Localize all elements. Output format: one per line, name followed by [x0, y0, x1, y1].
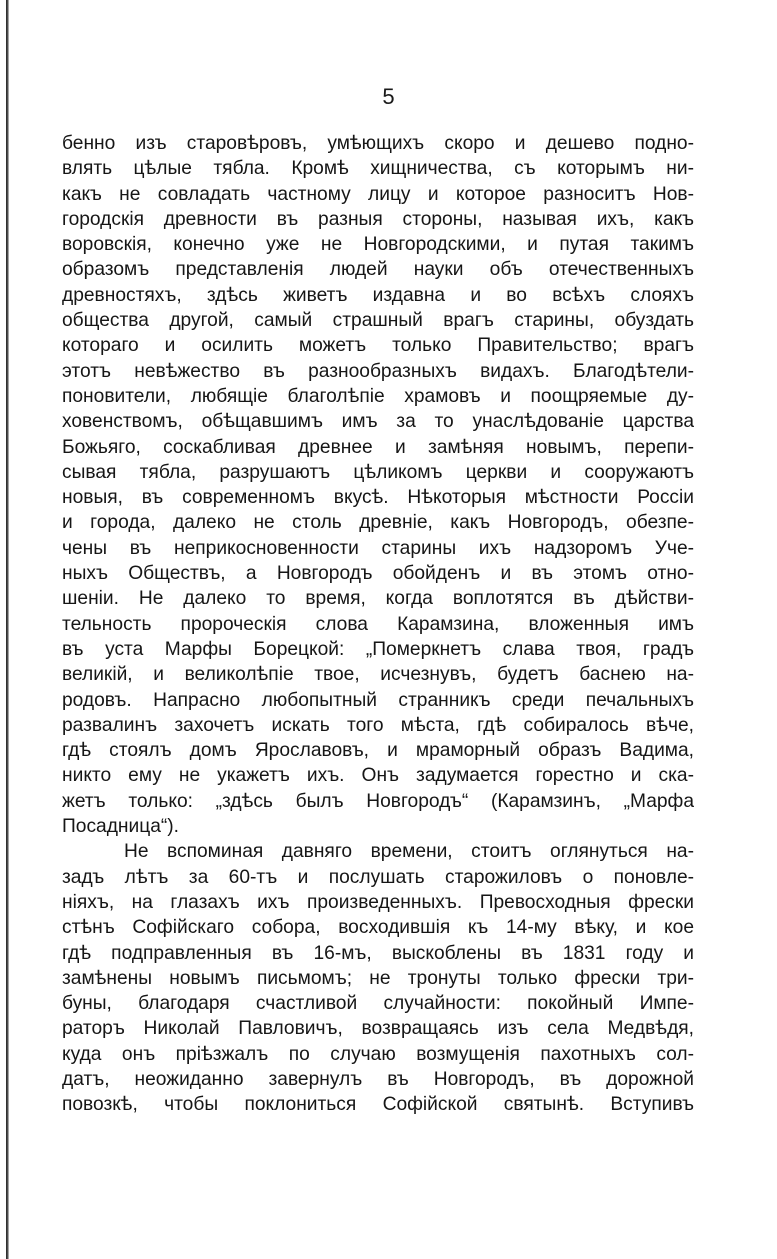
text-line: воровскія, конечно уже не Новгородскими, и путая такимъ — [62, 234, 694, 256]
text-line: гдѣ стоялъ домъ Ярославовъ, и мраморный образъ Вадима, — [62, 740, 694, 762]
text-line: тельность пророческія слова Карамзина, вложенныя имъ — [62, 613, 694, 635]
text-line: котораго и осилить можетъ только Правительство; врагъ — [62, 335, 694, 357]
body-text — [62, 131, 694, 1118]
text-line: новыя, въ современномъ вкусѣ. Нѣкоторыя мѣстности Россіи — [62, 487, 694, 509]
text-line: бенно изъ старовѣровъ, умѣющихъ скоро и дешево подно- — [62, 133, 694, 154]
text-line: великій, и великолѣпіе твое, исчезнувъ, будетъ баснею на- — [62, 664, 694, 686]
text-line: датъ, неожиданно завернулъ въ Новгородъ, въ дорожной — [62, 1068, 694, 1090]
text-line: буны, благодаря счастливой случайности: покойный Импе- — [62, 993, 694, 1015]
text-line: этотъ невѣжество въ разнообразныхъ видахъ. Благодѣтели- — [62, 360, 694, 382]
text-line: Посадница“). — [62, 816, 180, 838]
text-line: общества другой, самый страшный врагъ старины, обуздать — [62, 310, 694, 332]
page-binding-edge — [6, 0, 9, 1259]
text-line: гдѣ подправленныя въ 16-мъ, выскоблены въ 1831 году и — [62, 942, 694, 964]
text-line: куда онъ пріѣзжалъ по случаю возмущенія пахотныхъ сол- — [62, 1043, 694, 1065]
text-line: образомъ представленія людей науки объ отечественныхъ — [62, 259, 694, 281]
text-line: въ уста Марфы Борецкой: „Померкнетъ слава твоя, градъ — [62, 638, 694, 660]
text-line: замѣнены новымъ письмомъ; не тронуты только фрески три- — [62, 967, 694, 989]
text-line: стѣнъ Софійскаго собора, восходившія къ 14-му вѣку, и кое — [62, 917, 694, 939]
text-line: Божьяго, соскабливая древнее и замѣняя новымъ, перепи- — [62, 436, 694, 458]
text-line: ховенствомъ, обѣщавшимъ имъ за то унаслѣдованіе царства — [62, 411, 694, 433]
text-line: древностяхъ, здѣсь живетъ издавна и во всѣхъ слояхъ — [62, 284, 694, 306]
text-line: городскія древности въ разныя стороны, называя ихъ, какъ — [62, 208, 694, 230]
text-line: Не вспоминая давняго времени, стоитъ оглянуться на- — [124, 841, 694, 863]
text-line: никто ему не укажетъ ихъ. Онъ задумается горестно и ска- — [62, 765, 694, 787]
text-line: сывая тябла, разрушаютъ цѣликомъ церкви и сооружаютъ — [62, 461, 694, 483]
text-line: ныхъ Обществъ, а Новгородъ обойденъ и въ этомъ отно- — [62, 563, 694, 585]
text-line: задъ лѣтъ за 60-тъ и послушать старожиловъ о поновле- — [62, 866, 694, 888]
paragraph — [62, 131, 694, 839]
page-number: 5 — [382, 84, 395, 109]
text-line: ніяхъ, на глазахъ ихъ произведенныхъ. Превосходныя фрески — [62, 891, 694, 913]
text-line: шеніи. Не далеко то время, когда воплотятся въ дѣйстви- — [62, 588, 694, 610]
text-line: родовъ. Напрасно любопытный странникъ среди печальныхъ — [62, 689, 694, 711]
text-line: чены въ неприкосновенности старины ихъ надзоромъ Уче- — [62, 537, 694, 559]
text-line: какъ не совладать частному лицу и которое разноситъ Нов- — [62, 183, 694, 205]
text-line: и города, далеко не столь древніе, какъ Новгородъ, обезпе- — [62, 512, 694, 534]
text-line: развалинъ захочетъ искать того мѣста, гдѣ собиралось вѣче, — [62, 714, 694, 736]
text-line: жетъ только: „здѣсь былъ Новгородъ“ (Карамзинъ, „Марфа — [62, 790, 694, 812]
text-line: раторъ Николай Павловичъ, возвращаясь изъ села Медвѣдя, — [62, 1018, 694, 1040]
text-line: влять цѣлые тябла. Кромѣ хищничества, съ которымъ ни- — [62, 158, 694, 180]
text-line: повозкѣ, чтобы поклониться Софійской святынѣ. Вступивъ — [62, 1094, 694, 1116]
paragraph — [62, 839, 694, 1117]
text-line: поновители, любящіе благолѣпіе храмовъ и поощряемые ду- — [62, 385, 694, 407]
